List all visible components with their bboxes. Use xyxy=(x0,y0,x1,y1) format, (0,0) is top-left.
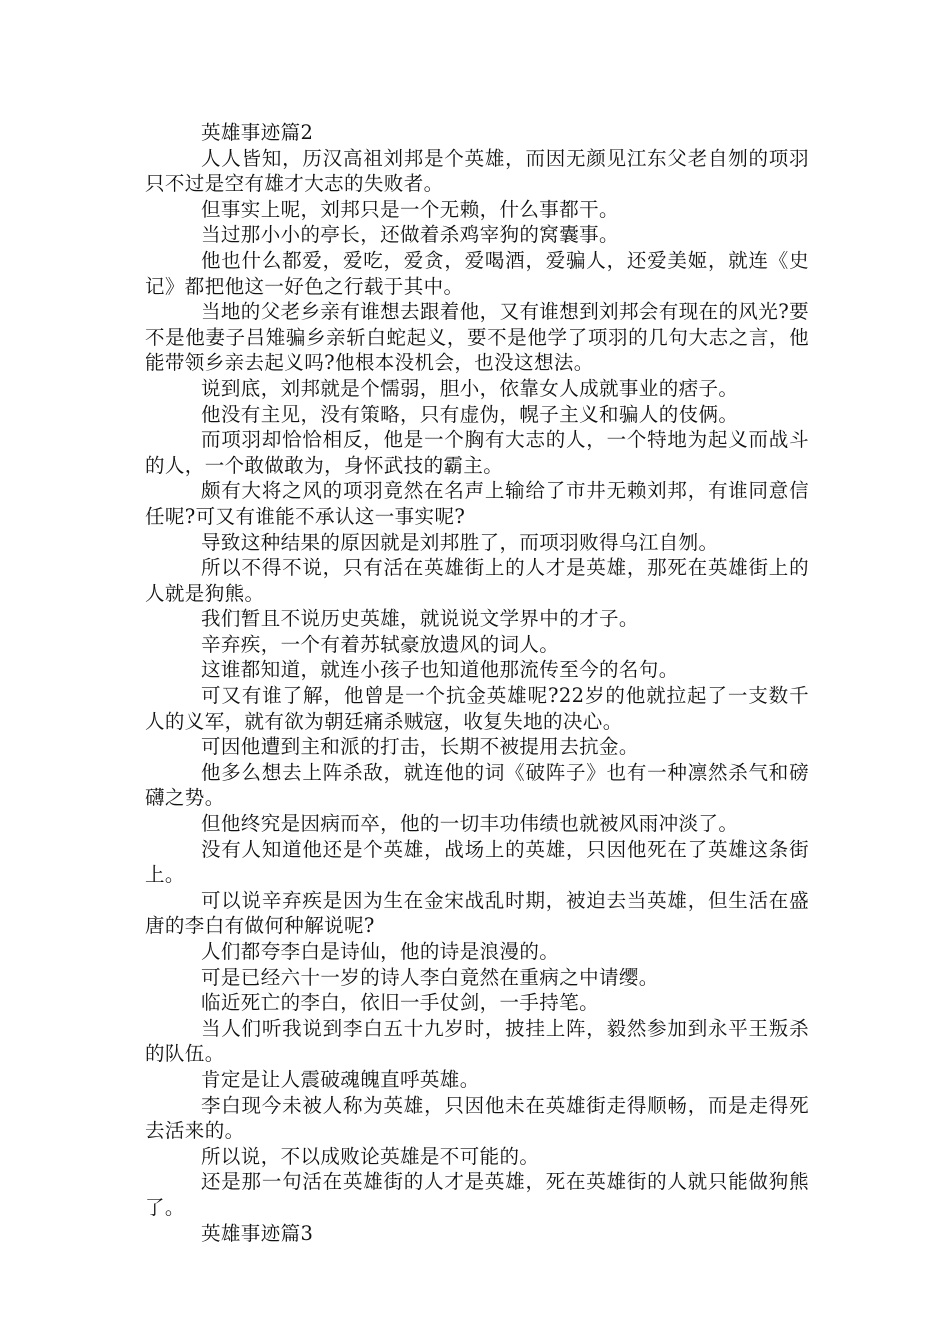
paragraph: 所以说，不以成败论英雄是不可能的。 xyxy=(201,1144,540,1168)
paragraph: 而项羽却恰恰相反，他是一个胸有大志的人，一个特地为起义而战斗的人，一个敢做敢为，身怀武技的霸主。 xyxy=(145,428,809,477)
paragraph: 说到底，刘邦就是个懦弱，胆小，依靠女人成就事业的痞子。 xyxy=(201,376,739,400)
paragraph: 但事实上呢，刘邦只是一个无赖，什么事都干。 xyxy=(201,197,619,221)
paragraph: 他也什么都爱，爱吃，爱贪，爱喝酒，爱骗人，还爱美姬，就连《史记》都把他这一好色之行载于其中。 xyxy=(145,248,809,298)
section-heading: 英雄事迹篇2 xyxy=(201,121,314,144)
paragraph: 这谁都知道，就连小孩子也知道他那流传至今的名句。 xyxy=(201,658,679,682)
paragraph: 所以不得不说，只有活在英雄街上的人才是英雄，那死在英雄街上的人就是狗熊。 xyxy=(145,556,809,605)
paragraph: 他多么想去上阵杀敌，就连他的词《破阵子》也有一种凛然杀气和磅礴之势。 xyxy=(145,760,809,810)
paragraph: 当人们听我说到李白五十九岁时，披挂上阵，毅然参加到永平王叛杀的队伍。 xyxy=(145,1016,809,1066)
paragraph: 可以说辛弃疾是因为生在金宋战乱时期，被迫去当英雄，但生活在盛唐的李白有做何种解说呢? xyxy=(145,888,809,938)
paragraph: 当地的父老乡亲有谁想去跟着他，又有谁想到刘邦会有现在的风光?要不是他妻子吕雉骗乡亲斩白蛇起义，要不是他学了项羽的几句大志之言，他能带领乡亲去起义吗?他根本没机会，也没这想法。 xyxy=(145,300,809,375)
paragraph: 可又有谁了解，他曾是一个抗金英雄呢?22岁的他就拉起了一支数千人的义军，就有欲为朝廷痛杀贼寇，收复失地的决心。 xyxy=(145,684,809,733)
paragraph: 人们都夸李白是诗仙，他的诗是浪漫的。 xyxy=(201,940,560,963)
paragraph: 导致这种结果的原因就是刘邦胜了，而项羽败得乌江自刎。 xyxy=(201,530,719,554)
paragraph: 可因他遭到主和派的打击，长期不被提用去抗金。 xyxy=(201,735,639,759)
paragraph: 当过那小小的亭长，还做着杀鸡宰狗的窝囊事。 xyxy=(201,223,619,247)
paragraph: 肯定是让人震破魂魄直呼英雄。 xyxy=(201,1067,480,1091)
paragraph: 李白现今未被人称为英雄，只因他未在英雄街走得顺畅，而是走得死去活来的。 xyxy=(145,1093,809,1143)
section-heading: 英雄事迹篇3 xyxy=(201,1221,314,1245)
paragraph: 颇有大将之风的项羽竟然在名声上输给了市井无赖刘邦，有谁同意信任呢?可又有谁能不承认这一事实呢? xyxy=(145,479,809,528)
paragraph: 没有人知道他还是个英雄，战场上的英雄，只因他死在了英雄这条街上。 xyxy=(145,837,809,887)
paragraph: 临近死亡的李白，依旧一手仗剑，一手持笔。 xyxy=(201,991,600,1015)
paragraph: 我们暂且不说历史英雄，就说说文学界中的才子。 xyxy=(201,607,639,631)
paragraph: 可是已经六十一岁的诗人李白竟然在重病之中请缨。 xyxy=(201,965,659,989)
document-body xyxy=(145,120,809,1246)
paragraph: 但他终究是因病而卒，他的一切丰功伟绩也就被风雨冲淡了。 xyxy=(201,812,739,836)
paragraph: 人人皆知，历汉高祖刘邦是个英雄，而因无颜见江东父老自刎的项羽只不过是空有雄才大志的失败者。 xyxy=(145,146,809,196)
paragraph: 辛弃疾，一个有着苏轼豪放遗风的词人。 xyxy=(201,632,560,656)
paragraph: 还是那一句活在英雄街的人才是英雄，死在英雄街的人就只能做狗熊了。 xyxy=(145,1170,809,1219)
paragraph: 他没有主见，没有策略，只有虚伪，幌子主义和骗人的伎俩。 xyxy=(201,402,739,426)
